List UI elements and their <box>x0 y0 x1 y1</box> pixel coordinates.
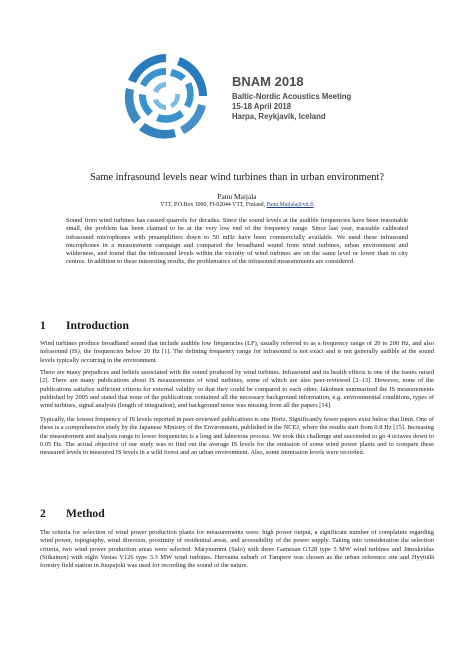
conference-info <box>232 74 382 122</box>
section-number: 1 <box>40 319 46 332</box>
intro-paragraph-1: Wind turbines produce broadband sound that include audible low frequencies (LF), usually referred to as a frequency range of 20 to 200 Hz, and also infrasound (IS), the frequencies below 20 Hz [1]. The defining frequency range for infrasound is not exact and is not generally audible at the sound levels typically occurring in the environment. <box>40 340 434 364</box>
paper-title: Same infrasound levels near wind turbines than in urban environment? <box>89 172 385 183</box>
section-heading-method <box>40 507 105 521</box>
conference-dates: 15-18 April 2018 <box>232 102 292 111</box>
affiliation-text: VTT, P.O.Box 1000, FI-02044 VTT, Finland, <box>160 202 266 208</box>
paper-author: Panu Maijala <box>217 192 257 201</box>
conference-name: BNAM 2018 <box>232 74 304 89</box>
bnam-logo-icon <box>120 50 212 142</box>
intro-paragraph-2: There are many prejudices and beliefs associated with the sound produced by wind turbines. Infrasound and its health effects is one of the issues raised [2]. There are many publications about IS measurements of wind turbines, some of which are also peer-reviewed [2–13]. However, none of the publications satisfies sufficient criteria for external validity so that they could be compared to each other. Jakobsen summarized the IS measurements published by 2005 and stated that none of the publications contained all the necessary background information, e.g. environmental conditions, types of wind turbines, signal analysis (length of integration), and background noise was missing from all the papers [14]. <box>40 369 434 410</box>
intro-paragraph-3: Typically, the lowest frequency of IS levels reported in peer-reviewed publications is one Hertz. Significantly fewer papers exist below that limit. One of these is a comprehensive study by the Japanese Ministry of the Environment, published in the NCEJ, where the results start from 0.8 Hz [15]. Increasing the measurement and analysis range to lower frequencies is a long and laborious process. We took this challenge and succeeded to go 4 octaves down to 0.05 Hz. The actual objective of our study was to find out the average IS levels for the emission of some wind power plants and to compare these measured levels to measured IS levels in a wild forest and an urban environment. Also, some immission levels were recorded. <box>40 416 434 457</box>
author-email-link[interactable]: Panu.Maijala@vtt.fi <box>266 202 314 208</box>
section-title: Method <box>66 507 105 520</box>
conference-venue: Harpa, Reykjavik, Iceland <box>232 112 326 121</box>
author-affiliation <box>40 201 434 209</box>
conference-subtitle: Baltic-Nordic Acoustics Meeting <box>232 92 352 101</box>
section-number: 2 <box>40 507 46 520</box>
method-paragraph-1: The criteria for selection of wind power production plants for measurements were: high power output, a significant number of complaints regarding wind power, topography, wind direction, proximity of residential areas, and accessibility of the power supply. Taking into consideration the selection criteria, two wind power production areas were selected: Märynummi (Salo) with three Gamesan G128 type 5 MW wind turbines and Jäneskeidas (Siikainen) with eight Vestas V126 type 3.3 MW wind turbines. Hervanta suburb of Tampere was chosen as the urban reference site and Hyytiälä forestry field station in Juupajoki was used for recording the sound of the nature. <box>40 529 434 570</box>
section-heading-introduction <box>40 319 129 333</box>
abstract: Sound from wind turbines has caused quarrels for decades. Since the sound levels at the audible frequencies have been reasonable small, the problem has been claimed to be at the very low end of the frequency range. Since last year, traceable calibrated infrasound microphones with preamplifiers down to 50 mHz have been commercially available. We used these infrasound microphones in a measurement campaign and compared the broadband sound from wind turbines, urban environment and wilderness, and found that the infrasound levels within the vicinity of wind turbines are on the same level or lower than in city centres. In addition to these interesting results, the problematics of the infrasound measurements are considered. <box>66 217 408 266</box>
section-title: Introduction <box>66 319 129 332</box>
